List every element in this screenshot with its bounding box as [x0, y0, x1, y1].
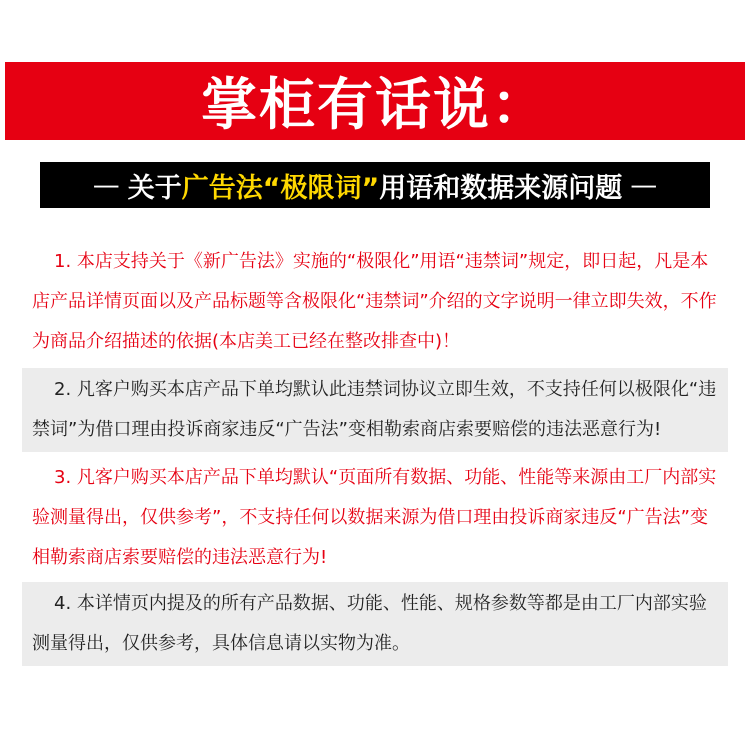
subtitle-prefix: 关于 — [127, 172, 182, 204]
notice-3 — [22, 456, 728, 580]
subtitle-bar — [40, 162, 710, 208]
notice-2 — [22, 368, 728, 452]
notice-4 — [22, 582, 728, 666]
subtitle-dash-right: — — [630, 169, 658, 201]
notice-3-text: 3. 凡客户购买本店产品下单均默认“页面所有数据、功能、性能等来源由工厂内部实验测量得出，仅供参考”，不支持任何以数据来源为借口理由投诉商家违反“广告法”变相勒索商店索要赔偿的违法恶意行为! — [32, 467, 717, 568]
notice-1 — [22, 240, 728, 364]
notice-1-text: 1. 本店支持关于《新广告法》实施的“极限化”用语“违禁词”规定，即日起，凡是本店产品详情页面以及产品标题等含极限化“违禁词”介绍的文字说明一律立即失效，不作为商品介绍描述的依据(本店美工已经在整改排查中)！ — [32, 251, 717, 352]
notice-4-text: 4. 本详情页内提及的所有产品数据、功能、性能、规格参数等都是由工厂内部实验测量得出，仅供参考，具体信息请以实物为准。 — [32, 593, 707, 654]
subtitle-highlight: 广告法“极限词” — [181, 172, 380, 204]
subtitle-dash-left: — — [92, 169, 120, 201]
header-banner — [5, 62, 745, 140]
notice-2-text: 2. 凡客户购买本店产品下单均默认此违禁词协议立即生效，不支持任何以极限化“违禁词”为借口理由投诉商家违反“广告法”变相勒索商店索要赔偿的违法恶意行为! — [32, 379, 717, 440]
subtitle-suffix: 用语和数据来源问题 — [379, 172, 623, 204]
banner-title: 掌柜有话说： — [201, 73, 549, 138]
